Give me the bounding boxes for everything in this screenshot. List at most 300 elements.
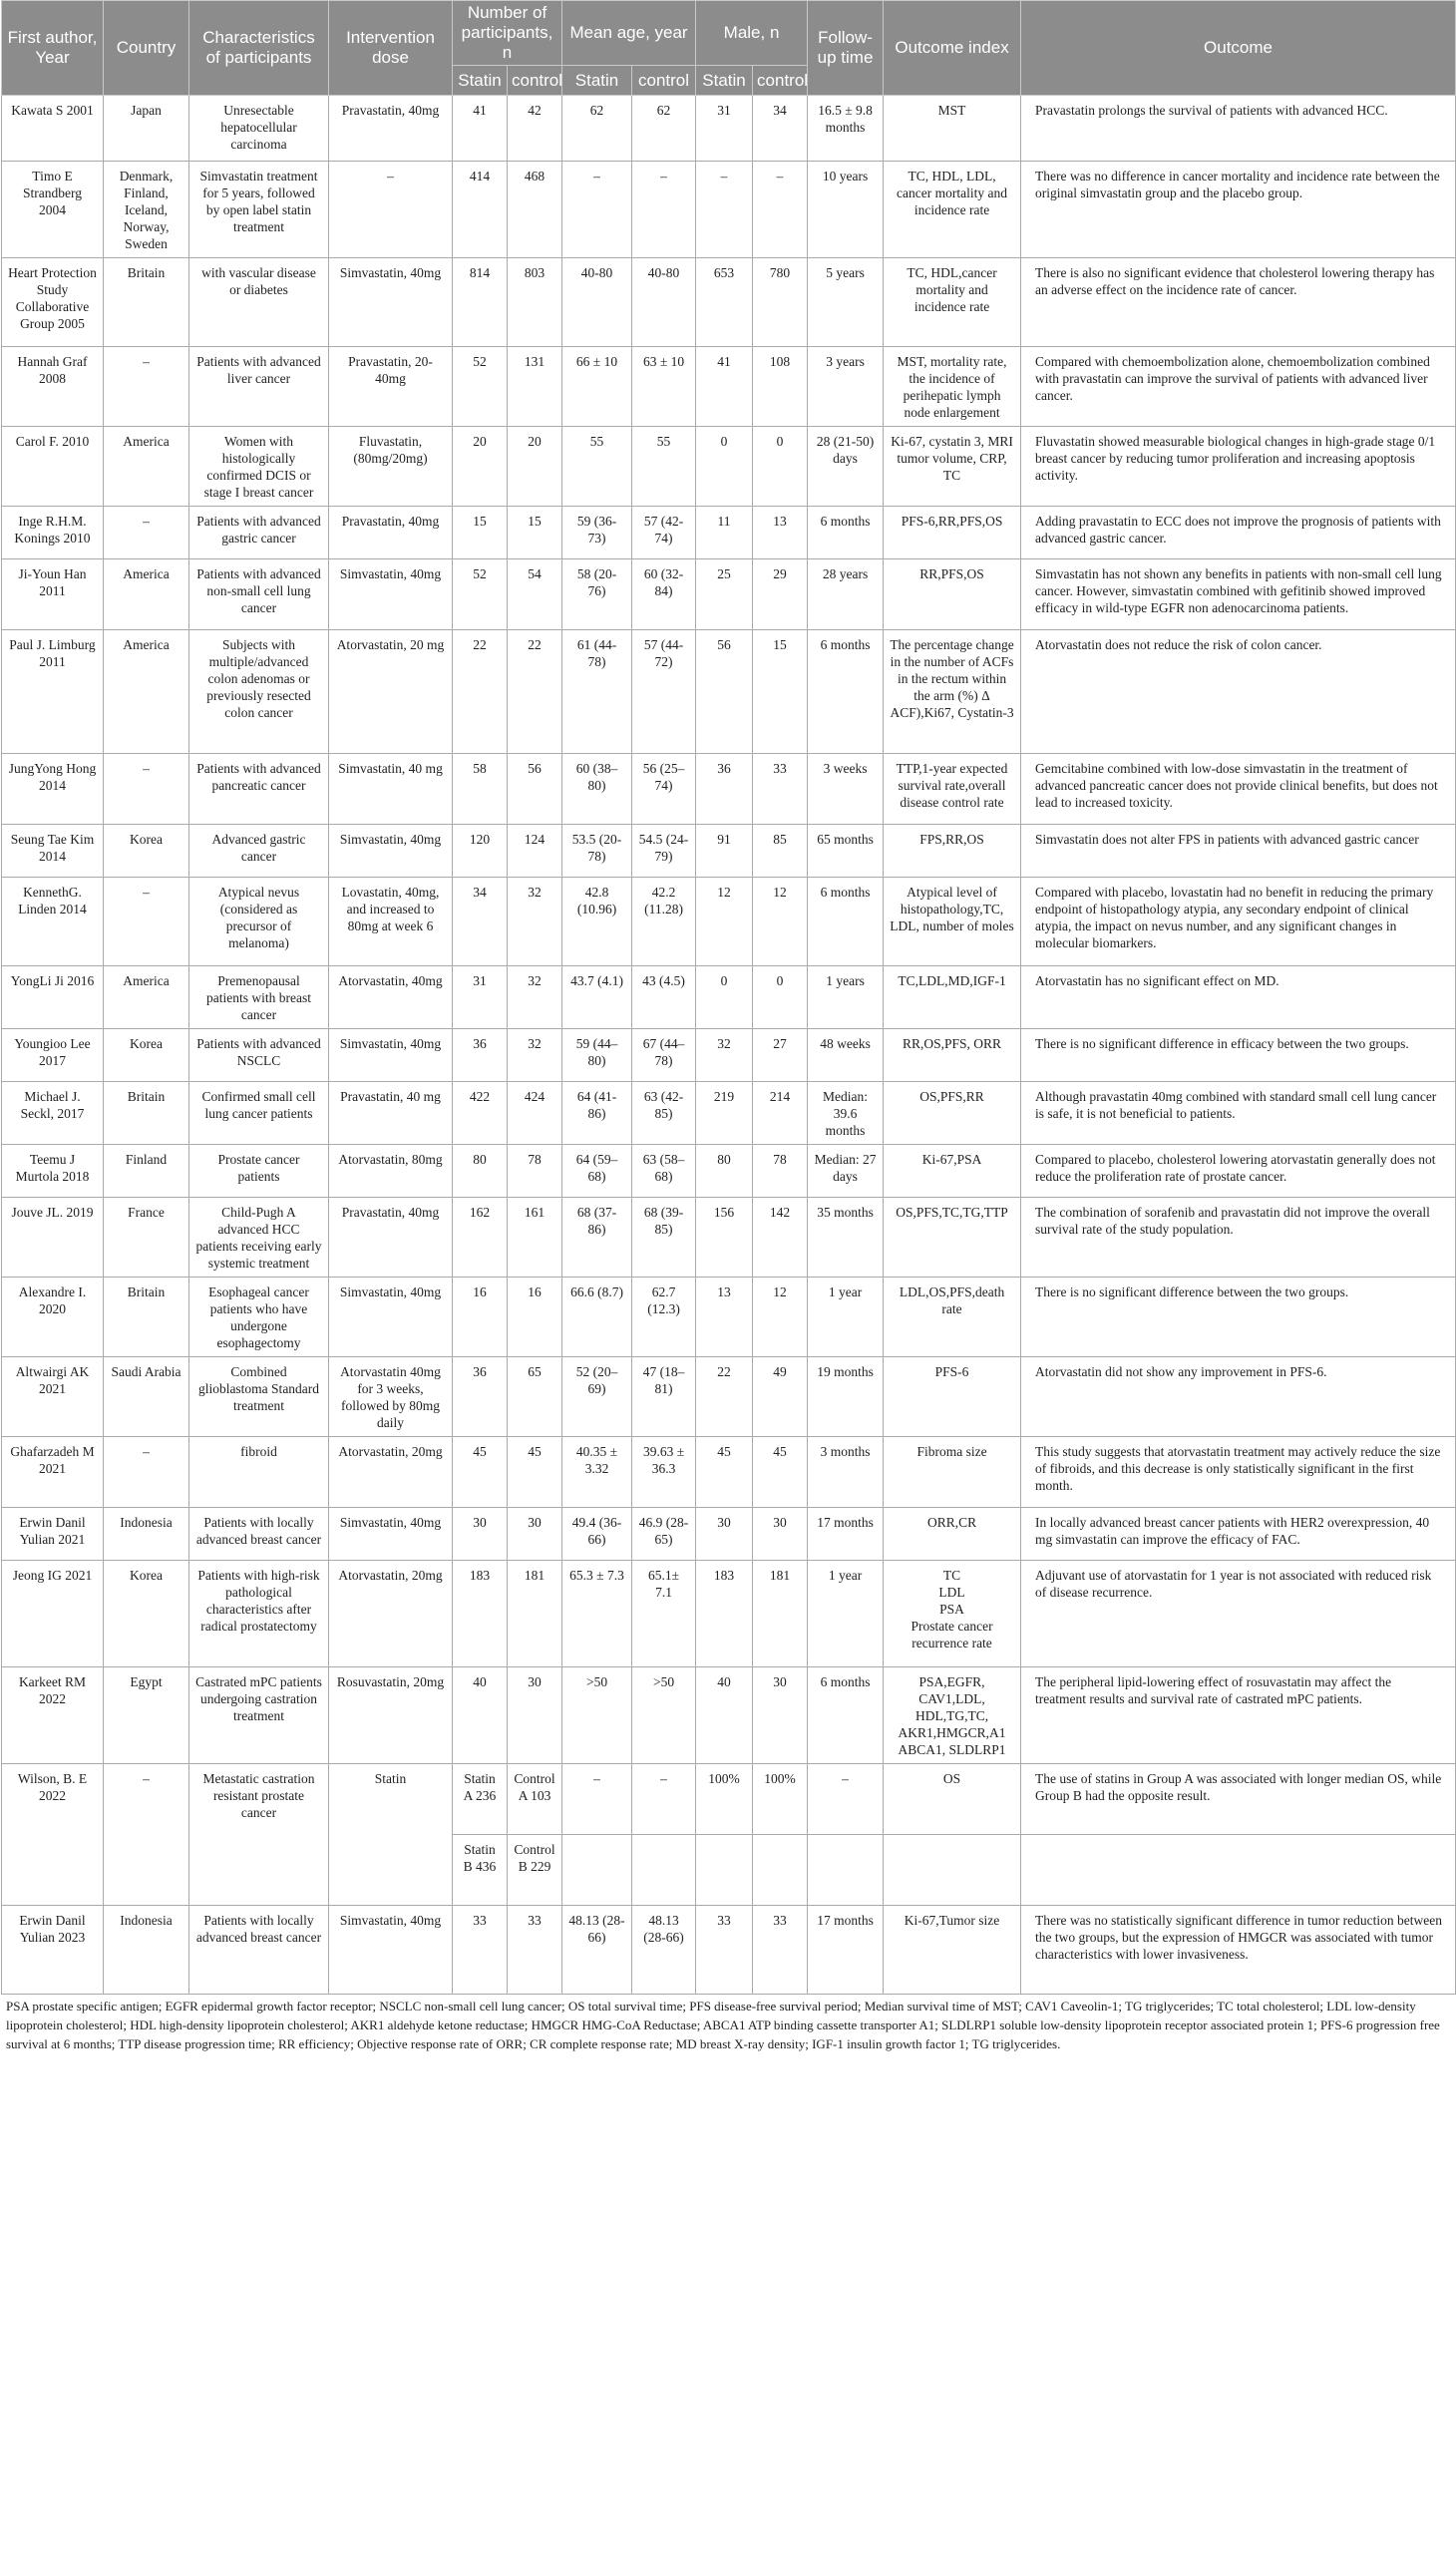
statin-trials-table: [1, 0, 1456, 1995]
country-cell: Japan: [104, 96, 189, 162]
n-statin-cell: 45: [453, 1437, 508, 1508]
table-row: [2, 1508, 1456, 1561]
author-cell: Seung Tae Kim 2014: [2, 825, 104, 878]
age-statin-cell: 48.13 (28-66): [562, 1906, 632, 1995]
country-cell: –: [104, 754, 189, 825]
age-control-cell: 54.5 (24-79): [632, 825, 696, 878]
country-cell: Korea: [104, 1561, 189, 1667]
male-control-cell: 0: [753, 427, 808, 507]
n-control-cell: 124: [508, 825, 562, 878]
dose-cell: Atorvastatin, 20 mg: [329, 630, 453, 754]
participants-cell: Subjects with multiple/advanced colon adenomas or previously resected colon cancer: [189, 630, 329, 754]
dose-cell: Statin: [329, 1764, 453, 1906]
followup-cell: 65 months: [808, 825, 884, 878]
age-statin-cell: 59 (36-73): [562, 507, 632, 559]
male-control-cell: 85: [753, 825, 808, 878]
outcome-index-cell: TTP,1-year expected survival rate,overall disease control rate: [884, 754, 1021, 825]
age-statin-cell: 64 (41-86): [562, 1082, 632, 1145]
male-control-cell: 13: [753, 507, 808, 559]
dose-cell: Pravastatin, 40mg: [329, 1198, 453, 1278]
male-control-cell: 780: [753, 258, 808, 347]
followup-cell: 19 months: [808, 1357, 884, 1437]
table-row: [2, 1667, 1456, 1764]
male-statin-cell: 11: [696, 507, 753, 559]
n-control-cell: 30: [508, 1667, 562, 1764]
followup-cell: 28 (21-50) days: [808, 427, 884, 507]
author-cell: Altwairgi AK 2021: [2, 1357, 104, 1437]
author-cell: Ghafarzadeh M 2021: [2, 1437, 104, 1508]
outcome-empty: [1021, 1835, 1456, 1906]
age-statin-cell: 43.7 (4.1): [562, 966, 632, 1029]
n-statin-cell: 52: [453, 559, 508, 630]
participants-cell: Patients with locally advanced breast cancer: [189, 1508, 329, 1561]
followup-cell: 6 months: [808, 1667, 884, 1764]
outcome-index-cell: PSA,EGFR, CAV1,LDL, HDL,TG,TC, AKR1,HMGCR,A1 ABCA1, SLDLRP1: [884, 1667, 1021, 1764]
header-age-statin: Statin: [562, 66, 632, 96]
participants-cell: Advanced gastric cancer: [189, 825, 329, 878]
outcome-index-cell: TC, HDL,cancer mortality and incidence rate: [884, 258, 1021, 347]
age-statin-cell: 53.5 (20-78): [562, 825, 632, 878]
age-control-cell: 43 (4.5): [632, 966, 696, 1029]
author-cell: Karkeet RM 2022: [2, 1667, 104, 1764]
n-statin-cell: 162: [453, 1198, 508, 1278]
male-control-cell: 49: [753, 1357, 808, 1437]
participants-cell: Patients with advanced liver cancer: [189, 347, 329, 427]
outcome-cell: Adding pravastatin to ECC does not improve the prognosis of patients with advanced gastric cancer.: [1021, 507, 1456, 559]
outcome-cell: Fluvastatin showed measurable biological changes in high-grade stage 0/1 breast cancer by reducing tumor proliferation and increasing apoptosis activity.: [1021, 427, 1456, 507]
header-intervention-dose: Intervention dose: [329, 1, 453, 96]
age-statin-cell: –: [562, 1764, 632, 1835]
male-statin-cell: 13: [696, 1278, 753, 1357]
participants-cell: Confirmed small cell lung cancer patients: [189, 1082, 329, 1145]
outcome-cell: The use of statins in Group A was associated with longer median OS, while Group B had the opposite result.: [1021, 1764, 1456, 1835]
table-row: [2, 825, 1456, 878]
outcome-index-cell: LDL,OS,PFS,death rate: [884, 1278, 1021, 1357]
age-control-cell: 57 (44-72): [632, 630, 696, 754]
participants-cell: Child-Pugh A advanced HCC patients receiving early systemic treatment: [189, 1198, 329, 1278]
header-country: Country: [104, 1, 189, 96]
followup-cell: 28 years: [808, 559, 884, 630]
n-statin-b-cell: Statin B 436: [453, 1835, 508, 1906]
participants-cell: with vascular disease or diabetes: [189, 258, 329, 347]
n-control-cell: 45: [508, 1437, 562, 1508]
age-statin-empty: [562, 1835, 632, 1906]
outcome-index-cell: Ki-67,Tumor size: [884, 1906, 1021, 1995]
followup-cell: 3 months: [808, 1437, 884, 1508]
table-row: [2, 1764, 1456, 1835]
country-cell: Indonesia: [104, 1906, 189, 1995]
followup-cell: 35 months: [808, 1198, 884, 1278]
outcome-index-cell: Fibroma size: [884, 1437, 1021, 1508]
participants-cell: Patients with advanced pancreatic cancer: [189, 754, 329, 825]
age-statin-cell: 66.6 (8.7): [562, 1278, 632, 1357]
n-control-cell: 78: [508, 1145, 562, 1198]
outcome-index-cell: OS: [884, 1764, 1021, 1835]
age-control-cell: 42.2 (11.28): [632, 878, 696, 966]
participants-cell: Prostate cancer patients: [189, 1145, 329, 1198]
country-cell: France: [104, 1198, 189, 1278]
n-control-cell: 42: [508, 96, 562, 162]
author-cell: Jouve JL. 2019: [2, 1198, 104, 1278]
table-body: [2, 96, 1456, 1995]
participants-cell: Patients with advanced NSCLC: [189, 1029, 329, 1082]
n-control-b-cell: Control B 229: [508, 1835, 562, 1906]
followup-cell: 6 months: [808, 878, 884, 966]
age-statin-cell: 60 (38–80): [562, 754, 632, 825]
male-statin-cell: 653: [696, 258, 753, 347]
age-control-cell: 46.9 (28-65): [632, 1508, 696, 1561]
n-control-cell: 54: [508, 559, 562, 630]
male-statin-cell: 91: [696, 825, 753, 878]
author-cell: Timo E Strandberg 2004: [2, 162, 104, 258]
author-cell: JungYong Hong 2014: [2, 754, 104, 825]
outcome-index-cell: RR,OS,PFS, ORR: [884, 1029, 1021, 1082]
male-statin-cell: 33: [696, 1906, 753, 1995]
outcome-cell: Gemcitabine combined with low-dose simvastatin in the treatment of advanced pancreatic cancer does not provide clinical benefits, but does not lead to increased toxicity.: [1021, 754, 1456, 825]
country-cell: Korea: [104, 1029, 189, 1082]
participants-cell: Premenopausal patients with breast cancer: [189, 966, 329, 1029]
followup-cell: 1 year: [808, 1278, 884, 1357]
outcome-cell: The peripheral lipid-lowering effect of rosuvastatin may affect the treatment results and survival rate of castrated mPC patients.: [1021, 1667, 1456, 1764]
n-statin-cell: 15: [453, 507, 508, 559]
outcome-cell: There is no significant difference between the two groups.: [1021, 1278, 1456, 1357]
participants-cell: Unresectable hepatocellular carcinoma: [189, 96, 329, 162]
outcome-index-cell: RR,PFS,OS: [884, 559, 1021, 630]
male-statin-cell: 22: [696, 1357, 753, 1437]
n-control-cell: 32: [508, 966, 562, 1029]
age-control-cell: >50: [632, 1667, 696, 1764]
country-cell: Indonesia: [104, 1508, 189, 1561]
author-cell: Erwin Danil Yulian 2021: [2, 1508, 104, 1561]
outcome-index-cell: OS,PFS,TC,TG,TTP: [884, 1198, 1021, 1278]
country-cell: –: [104, 1764, 189, 1906]
author-cell: Alexandre I. 2020: [2, 1278, 104, 1357]
male-control-cell: 33: [753, 1906, 808, 1995]
n-control-cell: 30: [508, 1508, 562, 1561]
outcome-index-cell: TC LDL PSA Prostate cancer recurrence rate: [884, 1561, 1021, 1667]
dose-cell: Simvastatin, 40mg: [329, 559, 453, 630]
followup-cell: 3 weeks: [808, 754, 884, 825]
followup-cell: 3 years: [808, 347, 884, 427]
male-control-cell: 30: [753, 1667, 808, 1764]
header-number-of-participants: Number of participants, n: [453, 1, 562, 66]
header-outcome: Outcome: [1021, 1, 1456, 96]
male-control-cell: 33: [753, 754, 808, 825]
n-statin-cell: 30: [453, 1508, 508, 1561]
outcome-index-cell: FPS,RR,OS: [884, 825, 1021, 878]
n-control-cell: 65: [508, 1357, 562, 1437]
male-statin-cell: 156: [696, 1198, 753, 1278]
outcome-cell: Simvastatin does not alter FPS in patients with advanced gastric cancer: [1021, 825, 1456, 878]
country-cell: America: [104, 427, 189, 507]
male-control-cell: 78: [753, 1145, 808, 1198]
n-statin-cell: 52: [453, 347, 508, 427]
age-control-cell: 55: [632, 427, 696, 507]
participants-cell: Combined glioblastoma Standard treatment: [189, 1357, 329, 1437]
outcome-index-empty: [884, 1835, 1021, 1906]
table-row: [2, 1437, 1456, 1508]
followup-cell: 16.5 ± 9.8 months: [808, 96, 884, 162]
age-control-cell: 47 (18–81): [632, 1357, 696, 1437]
male-statin-cell: 32: [696, 1029, 753, 1082]
author-cell: Teemu J Murtola 2018: [2, 1145, 104, 1198]
author-cell: Ji-Youn Han 2011: [2, 559, 104, 630]
followup-cell: –: [808, 1764, 884, 1835]
male-control-cell: 12: [753, 878, 808, 966]
n-control-cell: 468: [508, 162, 562, 258]
age-statin-cell: –: [562, 162, 632, 258]
author-cell: Hannah Graf 2008: [2, 347, 104, 427]
dose-cell: Simvastatin, 40mg: [329, 1029, 453, 1082]
header-n-control: control: [508, 66, 562, 96]
table-row: [2, 1906, 1456, 1995]
n-control-cell: 803: [508, 258, 562, 347]
country-cell: Britain: [104, 258, 189, 347]
followup-cell: Median: 39.6 months: [808, 1082, 884, 1145]
age-statin-cell: 61 (44-78): [562, 630, 632, 754]
author-cell: Jeong IG 2021: [2, 1561, 104, 1667]
n-statin-cell: 31: [453, 966, 508, 1029]
followup-cell: 6 months: [808, 630, 884, 754]
age-control-cell: 57 (42-74): [632, 507, 696, 559]
age-control-cell: 63 (42-85): [632, 1082, 696, 1145]
dose-cell: Rosuvastatin, 20mg: [329, 1667, 453, 1764]
age-control-cell: 63 ± 10: [632, 347, 696, 427]
age-control-cell: 48.13 (28-66): [632, 1906, 696, 1995]
table-row: [2, 96, 1456, 162]
outcome-cell: Compared with chemoembolization alone, chemoembolization combined with pravastatin can improve the survival of patients with advanced liver cancer.: [1021, 347, 1456, 427]
male-statin-cell: 36: [696, 754, 753, 825]
male-statin-cell: 0: [696, 427, 753, 507]
n-statin-cell: 422: [453, 1082, 508, 1145]
header-outcome-index: Outcome index: [884, 1, 1021, 96]
male-statin-cell: 12: [696, 878, 753, 966]
outcome-cell: Pravastatin prolongs the survival of patients with advanced HCC.: [1021, 96, 1456, 162]
age-statin-cell: 58 (20-76): [562, 559, 632, 630]
outcome-cell: There was no difference in cancer mortality and incidence rate between the original simvastatin group and the placebo group.: [1021, 162, 1456, 258]
age-statin-cell: 40.35 ± 3.32: [562, 1437, 632, 1508]
n-control-cell: 15: [508, 507, 562, 559]
n-statin-a-cell: Statin A 236: [453, 1764, 508, 1835]
followup-cell: 17 months: [808, 1906, 884, 1995]
n-control-cell: 181: [508, 1561, 562, 1667]
n-control-cell: 424: [508, 1082, 562, 1145]
author-cell: Erwin Danil Yulian 2023: [2, 1906, 104, 1995]
author-cell: Youngioo Lee 2017: [2, 1029, 104, 1082]
male-control-cell: 45: [753, 1437, 808, 1508]
table-row: [2, 347, 1456, 427]
header-age-control: control: [632, 66, 696, 96]
country-cell: –: [104, 507, 189, 559]
participants-cell: Simvastatin treatment for 5 years, followed by open label statin treatment: [189, 162, 329, 258]
n-control-a-cell: Control A 103: [508, 1764, 562, 1835]
footnote: PSA prostate specific antigen; EGFR epidermal growth factor receptor; NSCLC non-small cell lung cancer; OS total survival time; PFS disease-free survival period; Median survival time of MST; CAV1 Caveolin-1; TG triglycerides; TC total cholesterol; LDL low-density lipoprotein cholesterol; HDL high-density lipoprotein cholesterol; AKR1 aldehyde ketone reductase; HMGCR HMG-CoA Reductase; ABCA1 ATP binding cassette transporter A1; SLDLRP1 soluble low-density lipoprotein receptor associated protein 1; PFS-6 progression free survival at 6 months; TTP disease progression time; RR efficiency; Objective response rate of ORR; CR complete response rate; MD breast X-ray density; IGF-1 insulin growth factor 1; TG triglycerides.: [6, 1999, 1440, 2051]
header-n-statin: Statin: [453, 66, 508, 96]
n-statin-cell: 36: [453, 1029, 508, 1082]
followup-cell: 1 years: [808, 966, 884, 1029]
n-statin-cell: 33: [453, 1906, 508, 1995]
author-cell: KennethG. Linden 2014: [2, 878, 104, 966]
age-control-empty: [632, 1835, 696, 1906]
male-statin-cell: 45: [696, 1437, 753, 1508]
country-cell: Britain: [104, 1278, 189, 1357]
n-statin-cell: 58: [453, 754, 508, 825]
male-statin-cell: 30: [696, 1508, 753, 1561]
male-statin-cell: 40: [696, 1667, 753, 1764]
outcome-index-cell: TC, HDL, LDL, cancer mortality and incidence rate: [884, 162, 1021, 258]
outcome-cell: Compared with placebo, lovastatin had no benefit in reducing the primary endpoint of histopathology atypia, any secondary endpoint of clinical atypia, the impact on nevus number, and any significant changes in molecular biomarkers.: [1021, 878, 1456, 966]
n-control-cell: 32: [508, 1029, 562, 1082]
country-cell: Finland: [104, 1145, 189, 1198]
age-control-cell: 60 (32-84): [632, 559, 696, 630]
table-row: [2, 559, 1456, 630]
age-statin-cell: 42.8 (10.96): [562, 878, 632, 966]
age-statin-cell: 66 ± 10: [562, 347, 632, 427]
age-statin-cell: 65.3 ± 7.3: [562, 1561, 632, 1667]
followup-cell: 1 year: [808, 1561, 884, 1667]
country-cell: America: [104, 630, 189, 754]
age-control-cell: 65.1± 7.1: [632, 1561, 696, 1667]
age-statin-cell: 59 (44–80): [562, 1029, 632, 1082]
table-row: [2, 427, 1456, 507]
author-cell: Michael J. Seckl, 2017: [2, 1082, 104, 1145]
dose-cell: Pravastatin, 20-40mg: [329, 347, 453, 427]
n-statin-cell: 183: [453, 1561, 508, 1667]
age-control-cell: 56 (25–74): [632, 754, 696, 825]
participants-cell: Patients with advanced non-small cell lung cancer: [189, 559, 329, 630]
dose-cell: Simvastatin, 40mg: [329, 1278, 453, 1357]
outcome-index-cell: Atypical level of histopathology,TC, LDL, number of moles: [884, 878, 1021, 966]
n-control-cell: 16: [508, 1278, 562, 1357]
outcome-cell: Atorvastatin does not reduce the risk of colon cancer.: [1021, 630, 1456, 754]
dose-cell: Pravastatin, 40 mg: [329, 1082, 453, 1145]
age-control-cell: 67 (44–78): [632, 1029, 696, 1082]
age-control-cell: 39.63 ± 36.3: [632, 1437, 696, 1508]
table-row: [2, 966, 1456, 1029]
dose-cell: Atorvastatin, 80mg: [329, 1145, 453, 1198]
outcome-index-cell: PFS-6,RR,PFS,OS: [884, 507, 1021, 559]
age-control-cell: 63 (58–68): [632, 1145, 696, 1198]
followup-empty: [808, 1835, 884, 1906]
male-control-cell: 0: [753, 966, 808, 1029]
n-statin-cell: 16: [453, 1278, 508, 1357]
n-statin-cell: 41: [453, 96, 508, 162]
male-statin-cell: 80: [696, 1145, 753, 1198]
male-statin-cell: 100%: [696, 1764, 753, 1835]
n-control-cell: 161: [508, 1198, 562, 1278]
outcome-cell: Adjuvant use of atorvastatin for 1 year is not associated with reduced risk of disease recurrence.: [1021, 1561, 1456, 1667]
age-control-cell: 62.7 (12.3): [632, 1278, 696, 1357]
country-cell: America: [104, 559, 189, 630]
participants-cell: Castrated mPC patients undergoing castration treatment: [189, 1667, 329, 1764]
header-followup-time: Follow-up time: [808, 1, 884, 96]
male-statin-cell: 56: [696, 630, 753, 754]
male-control-cell: 108: [753, 347, 808, 427]
male-control-empty: [753, 1835, 808, 1906]
outcome-index-cell: MST, mortality rate, the incidence of perihepatic lymph node enlargement: [884, 347, 1021, 427]
country-cell: Egypt: [104, 1667, 189, 1764]
table-row: [2, 1561, 1456, 1667]
age-statin-cell: 62: [562, 96, 632, 162]
age-control-cell: –: [632, 162, 696, 258]
male-statin-cell: –: [696, 162, 753, 258]
outcome-cell: The combination of sorafenib and pravastatin did not improve the overall survival rate of the study population.: [1021, 1198, 1456, 1278]
male-control-cell: 15: [753, 630, 808, 754]
outcome-index-cell: Ki-67, cystatin 3, MRI tumor volume, CRP, TC: [884, 427, 1021, 507]
header-author-year: First author, Year: [2, 1, 104, 96]
table-row: [2, 258, 1456, 347]
author-cell: Wilson, B. E 2022: [2, 1764, 104, 1906]
n-statin-cell: 814: [453, 258, 508, 347]
dose-cell: Simvastatin, 40 mg: [329, 754, 453, 825]
outcome-cell: Compared to placebo, cholesterol lowering atorvastatin generally does not reduce the proliferation rate of prostate cancer.: [1021, 1145, 1456, 1198]
age-control-cell: 62: [632, 96, 696, 162]
age-statin-cell: 49.4 (36-66): [562, 1508, 632, 1561]
table-row: [2, 1198, 1456, 1278]
table-row: [2, 1357, 1456, 1437]
n-control-cell: 32: [508, 878, 562, 966]
followup-cell: Median: 27 days: [808, 1145, 884, 1198]
table-row: [2, 1278, 1456, 1357]
male-statin-cell: 25: [696, 559, 753, 630]
age-statin-cell: >50: [562, 1667, 632, 1764]
table-row: [2, 507, 1456, 559]
table-row: [2, 1145, 1456, 1198]
header-mean-age: Mean age, year: [562, 1, 696, 66]
participants-cell: Atypical nevus (considered as precursor of melanoma): [189, 878, 329, 966]
n-control-cell: 22: [508, 630, 562, 754]
dose-cell: Fluvastatin, (80mg/20mg): [329, 427, 453, 507]
male-control-cell: 30: [753, 1508, 808, 1561]
country-cell: Korea: [104, 825, 189, 878]
n-statin-cell: 414: [453, 162, 508, 258]
male-control-cell: 34: [753, 96, 808, 162]
table-row: [2, 1082, 1456, 1145]
n-statin-cell: 40: [453, 1667, 508, 1764]
dose-cell: Simvastatin, 40mg: [329, 825, 453, 878]
country-cell: –: [104, 347, 189, 427]
table-row: [2, 162, 1456, 258]
n-control-cell: 20: [508, 427, 562, 507]
male-statin-cell: 41: [696, 347, 753, 427]
dose-cell: Atorvastatin 40mg for 3 weeks, followed by 80mg daily: [329, 1357, 453, 1437]
n-statin-cell: 80: [453, 1145, 508, 1198]
male-statin-cell: 183: [696, 1561, 753, 1667]
outcome-cell: There was no statistically significant difference in tumor reduction between the two groups, but the expression of HMGCR was associated with tumor characteristics with lower invasiveness.: [1021, 1906, 1456, 1995]
n-statin-cell: 34: [453, 878, 508, 966]
author-cell: Paul J. Limburg 2011: [2, 630, 104, 754]
author-cell: Kawata S 2001: [2, 96, 104, 162]
male-statin-empty: [696, 1835, 753, 1906]
male-control-cell: 29: [753, 559, 808, 630]
table-row: [2, 754, 1456, 825]
n-statin-cell: 20: [453, 427, 508, 507]
outcome-cell: There is also no significant evidence that cholesterol lowering therapy has an adverse effect on the incidence rate of cancer.: [1021, 258, 1456, 347]
country-cell: –: [104, 878, 189, 966]
male-control-cell: 100%: [753, 1764, 808, 1835]
header-male-statin: Statin: [696, 66, 753, 96]
male-control-cell: 12: [753, 1278, 808, 1357]
participants-cell: Esophageal cancer patients who have undergone esophagectomy: [189, 1278, 329, 1357]
male-control-cell: 181: [753, 1561, 808, 1667]
outcome-cell: There is no significant difference in efficacy between the two groups.: [1021, 1029, 1456, 1082]
age-statin-cell: 68 (37-86): [562, 1198, 632, 1278]
dose-cell: Atorvastatin, 20mg: [329, 1437, 453, 1508]
outcome-cell: Atorvastatin has no significant effect on MD.: [1021, 966, 1456, 1029]
participants-cell: Metastatic castration resistant prostate cancer: [189, 1764, 329, 1906]
country-cell: Saudi Arabia: [104, 1357, 189, 1437]
male-statin-cell: 219: [696, 1082, 753, 1145]
